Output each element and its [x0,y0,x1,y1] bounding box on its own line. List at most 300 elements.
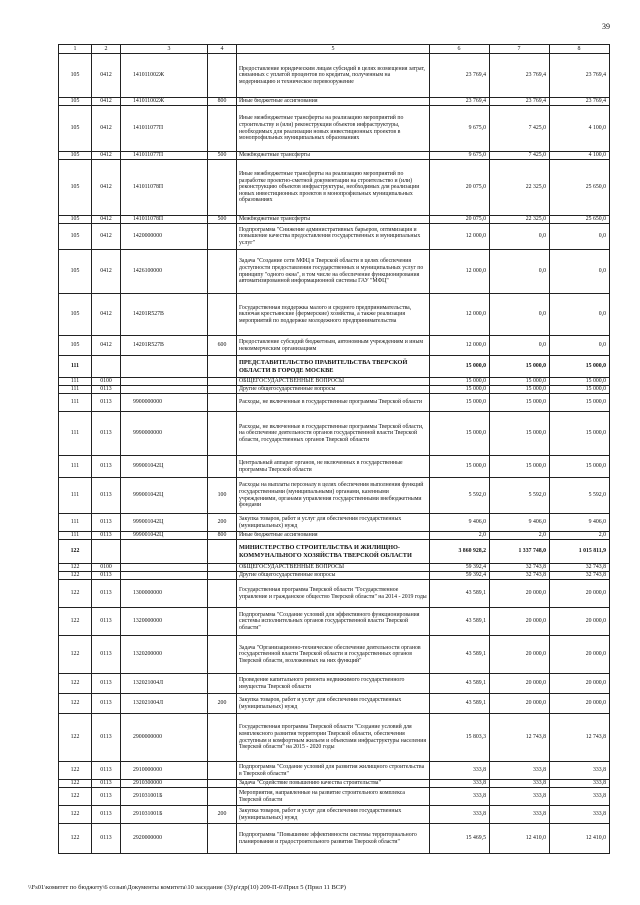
budget-table [58,44,610,854]
amount-year-3: 32 743,8 [550,572,610,580]
target-article: 132021004Л [121,674,208,694]
expense-type: 100 [208,478,237,514]
amount-year-1: 15 000,0 [430,412,490,456]
table-row [59,532,610,540]
item-name: Расходы, не включенные в государственные программы Тверской области [237,394,430,412]
amount-year-1: 23 769,4 [430,98,490,106]
admin-code: 105 [59,336,92,356]
item-name: Задача "Содействие повышению качества строительства" [237,780,430,788]
file-path-footer: \\Fs01\комитет по бюджету\6 созыв\Документы комитета\10 заседание (3)\p\гдр(10) 209-П-6\Прил 5 (Прил 11 ВСР) [28,884,346,891]
amount-year-1: 20 075,0 [430,216,490,224]
expense-type [208,106,237,152]
section-code: 0113 [92,608,121,636]
expense-type: 200 [208,694,237,714]
amount-year-1: 43 589,1 [430,608,490,636]
amount-year-2: 22 325,0 [490,216,550,224]
target-article [121,572,208,580]
expense-type [208,564,237,572]
admin-code: 105 [59,250,92,294]
amount-year-3: 15 000,0 [550,456,610,478]
amount-year-2: 0,0 [490,224,550,250]
table-row [59,336,610,356]
table-row [59,106,610,152]
table-row [59,394,610,412]
section-code: 0412 [92,54,121,98]
admin-code: 122 [59,564,92,572]
section-code: 0113 [92,674,121,694]
amount-year-2: 333,8 [490,780,550,788]
amount-year-1: 9 675,0 [430,152,490,160]
amount-year-1: 15 000,0 [430,356,490,378]
amount-year-1: 333,8 [430,780,490,788]
item-name: Предоставление юридическим лицам субсидий в целях возмещения затрат, связанных с уплатой процентов по кредитам, полученным на модернизацию и техническое перевооружение [237,54,430,98]
table-row [59,564,610,572]
item-name: Предоставление субсидий бюджетным, автономным учреждениям и иным некоммерческим организациям [237,336,430,356]
section-code: 0412 [92,224,121,250]
amount-year-3: 32 743,8 [550,564,610,572]
amount-year-2: 32 743,8 [490,564,550,572]
amount-year-1: 15 000,0 [430,386,490,394]
item-name: Иные межбюджетные трансферты на реализацию мероприятий по разработке проектно-сметной документации на строительство и (или) реконструкцию объектов инфраструктуры, необходимых для реализации новых инвестиционных проектов в монопрофильных муниципальных образованиях [237,160,430,216]
table-row [59,152,610,160]
amount-year-2: 7 425,0 [490,106,550,152]
admin-code: 105 [59,106,92,152]
target-article: 141011078П [121,160,208,216]
expense-type [208,636,237,674]
item-name: Иные бюджетные ассигнования [237,532,430,540]
section-code: 0113 [92,532,121,540]
column-header: 3 [121,45,208,54]
section-code: 0113 [92,456,121,478]
item-name: Закупка товаров, работ и услуг для обеспечения государственных (муниципальных) нужд [237,806,430,824]
admin-code: 111 [59,478,92,514]
admin-code: 122 [59,788,92,806]
section-code: 0113 [92,636,121,674]
expense-type: 600 [208,336,237,356]
expense-type: 500 [208,152,237,160]
amount-year-1: 2,0 [430,532,490,540]
table-row [59,294,610,336]
table-row [59,386,610,394]
amount-year-2: 333,8 [490,806,550,824]
expense-type [208,160,237,216]
table-row [59,412,610,456]
target-article: 2910000000 [121,762,208,780]
amount-year-1: 59 392,4 [430,564,490,572]
amount-year-3: 9 406,0 [550,514,610,532]
table-row [59,456,610,478]
target-article: 141011077П [121,106,208,152]
item-name: МИНИСТЕРСТВО СТРОИТЕЛЬСТВА И ЖИЛИЩНО-КОММУНАЛЬНОГО ХОЗЯЙСТВА ТВЕРСКОЙ ОБЛАСТИ [237,540,430,564]
target-article: 999001042Ц [121,514,208,532]
admin-code: 111 [59,514,92,532]
section-code: 0113 [92,780,121,788]
expense-type [208,294,237,336]
amount-year-2: 0,0 [490,250,550,294]
expense-type [208,788,237,806]
expense-type [208,394,237,412]
item-name: ОБЩЕГОСУДАРСТВЕННЫЕ ВОПРОСЫ [237,564,430,572]
amount-year-3: 4 100,0 [550,106,610,152]
admin-code: 105 [59,216,92,224]
section-code: 0412 [92,152,121,160]
amount-year-2: 20 000,0 [490,608,550,636]
expense-type: 200 [208,806,237,824]
expense-type: 200 [208,514,237,532]
section-code: 0412 [92,98,121,106]
amount-year-2: 0,0 [490,336,550,356]
item-name: Государственная программа Тверской области "Государственное управление и гражданское общество Тверской области" на 2014 - 2019 годы [237,580,430,608]
amount-year-3: 0,0 [550,250,610,294]
amount-year-1: 333,8 [430,788,490,806]
amount-year-3: 333,8 [550,762,610,780]
table-row [59,780,610,788]
amount-year-2: 15 000,0 [490,378,550,386]
admin-code: 111 [59,386,92,394]
target-article [121,378,208,386]
section-code: 0113 [92,394,121,412]
table-row [59,806,610,824]
admin-code: 122 [59,674,92,694]
column-header: 5 [237,45,430,54]
amount-year-2: 333,8 [490,762,550,780]
admin-code: 105 [59,160,92,216]
admin-code: 111 [59,412,92,456]
amount-year-2: 15 000,0 [490,386,550,394]
amount-year-2: 15 000,0 [490,456,550,478]
item-name: Расходы, не включенные в государственные программы Тверской области, на обеспечение деятельности органов государственной власти Тверской области, государственных органов Тверской области [237,412,430,456]
target-article: 141011078П [121,216,208,224]
target-article: 141011002Ж [121,98,208,106]
amount-year-3: 1 015 811,9 [550,540,610,564]
amount-year-3: 15 000,0 [550,356,610,378]
section-code: 0113 [92,714,121,762]
table-row [59,674,610,694]
item-name: Государственная поддержка малого и среднего предпринимательства, включая крестьянские (фермерские) хозяйства, а также реализация мероприятий по поддержке молодежного предпринимательства [237,294,430,336]
amount-year-1: 12 000,0 [430,224,490,250]
section-code: 0113 [92,762,121,780]
column-header: 7 [490,45,550,54]
amount-year-2: 15 000,0 [490,394,550,412]
section-code: 0412 [92,250,121,294]
expense-type [208,54,237,98]
admin-code: 111 [59,378,92,386]
amount-year-2: 32 743,8 [490,572,550,580]
item-name: ОБЩЕГОСУДАРСТВЕННЫЕ ВОПРОСЫ [237,378,430,386]
admin-code: 122 [59,694,92,714]
amount-year-1: 333,8 [430,806,490,824]
expense-type [208,250,237,294]
table-row [59,788,610,806]
item-name: Подпрограмма "Снижение административных барьеров, оптимизация и повышение качества предоставления государственных и муниципальных услуг" [237,224,430,250]
expense-type [208,572,237,580]
expense-type [208,412,237,456]
expense-type [208,780,237,788]
amount-year-1: 23 769,4 [430,54,490,98]
expense-type [208,608,237,636]
target-article: 9990000000 [121,412,208,456]
item-name: Задача "Организационно-техническое обеспечение деятельности органов государственной власти Тверской области и государственных органов Тверской области, возложенных на них функций" [237,636,430,674]
admin-code: 105 [59,294,92,336]
amount-year-2: 20 000,0 [490,636,550,674]
target-article: 291031001Б [121,806,208,824]
admin-code: 105 [59,224,92,250]
admin-code: 122 [59,608,92,636]
item-name: Другие общегосударственные вопросы [237,572,430,580]
section-code: 0412 [92,336,121,356]
admin-code: 122 [59,572,92,580]
target-article: 2920000000 [121,824,208,854]
admin-code: 105 [59,54,92,98]
table-row [59,694,610,714]
table-row [59,824,610,854]
amount-year-2: 2,0 [490,532,550,540]
amount-year-2: 20 000,0 [490,694,550,714]
table-row [59,224,610,250]
admin-code: 105 [59,152,92,160]
item-name: Подпрограмма "Создание условий для эффективного функционирования системы исполнительных органов государственной власти Тверской области" [237,608,430,636]
target-article [121,356,208,378]
section-code: 0412 [92,106,121,152]
target-article: 999001042Ц [121,478,208,514]
section-code: 0113 [92,514,121,532]
amount-year-3: 12 743,8 [550,714,610,762]
amount-year-1: 43 589,1 [430,580,490,608]
amount-year-3: 2,0 [550,532,610,540]
item-name: Центральный аппарат органов, не включенных в государственные программы Тверской области [237,456,430,478]
item-name: Государственная программа Тверской области "Создание условий для комплексного развития территории Тверской области, обеспечения доступным и комфортным жильем и объектами инфраструктуры населения Тверской области" на 2015 - 2020 годы [237,714,430,762]
column-header: 4 [208,45,237,54]
amount-year-3: 20 000,0 [550,580,610,608]
amount-year-1: 43 589,1 [430,636,490,674]
item-name: Подпрограмма "Создание условий для развития жилищного строительства в Тверской области" [237,762,430,780]
amount-year-3: 12 410,0 [550,824,610,854]
item-name: Задача "Создание сети МФЦ в Тверской области в целях обеспечения доступности предоставления государственных и муниципальных услуг по принципу "одного окна", в том числе на обеспечение функционирования автоматизированной информационной системы ГАУ "МФЦ" [237,250,430,294]
item-name: Подпрограмма "Повышение эффективности системы территориального планирования и градостроительного развития Тверской области" [237,824,430,854]
amount-year-2: 1 337 748,0 [490,540,550,564]
target-article: 132021004Л [121,694,208,714]
amount-year-3: 333,8 [550,780,610,788]
table-row [59,98,610,106]
expense-type: 800 [208,532,237,540]
amount-year-3: 0,0 [550,224,610,250]
target-article: 141011002Ж [121,54,208,98]
admin-code: 111 [59,394,92,412]
section-code: 0113 [92,694,121,714]
column-header: 6 [430,45,490,54]
expense-type [208,762,237,780]
admin-code: 122 [59,540,92,564]
target-article: 141011077П [121,152,208,160]
expense-type [208,386,237,394]
amount-year-2: 0,0 [490,294,550,336]
header-row [59,45,610,54]
table-row [59,378,610,386]
item-name: Закупка товаров, работ и услуг для обеспечения государственных (муниципальных) нужд [237,514,430,532]
expense-type [208,378,237,386]
item-name: Проведение капитального ремонта недвижимого государственного имущества Тверской области [237,674,430,694]
target-article: 291031001Б [121,788,208,806]
item-name: Расходы на выплаты персоналу в целях обеспечения выполнения функций государственными (муниципальными) органами, казенными учреждениями, органами управления государственными внебюджетными фондами [237,478,430,514]
table-row [59,478,610,514]
expense-type [208,824,237,854]
amount-year-1: 15 000,0 [430,394,490,412]
target-article: 14201R527B [121,294,208,336]
expense-type [208,580,237,608]
amount-year-1: 9 406,0 [430,514,490,532]
amount-year-3: 20 000,0 [550,674,610,694]
section-code: 0412 [92,294,121,336]
table-row [59,540,610,564]
item-name: Закупка товаров, работ и услуг для обеспечения государственных (муниципальных) нужд [237,694,430,714]
section-code: 0113 [92,806,121,824]
expense-type [208,456,237,478]
amount-year-1: 12 000,0 [430,336,490,356]
section-code: 0113 [92,580,121,608]
section-code: 0113 [92,412,121,456]
amount-year-3: 25 650,0 [550,160,610,216]
table-row [59,216,610,224]
amount-year-3: 25 650,0 [550,216,610,224]
expense-type [208,356,237,378]
admin-code: 111 [59,356,92,378]
expense-type [208,540,237,564]
section-code: 0113 [92,824,121,854]
amount-year-2: 23 769,4 [490,98,550,106]
table-row [59,54,610,98]
amount-year-3: 20 000,0 [550,694,610,714]
amount-year-2: 22 325,0 [490,160,550,216]
amount-year-3: 20 000,0 [550,636,610,674]
target-article: 999001042Ц [121,532,208,540]
target-article: 2910300000 [121,780,208,788]
admin-code: 122 [59,780,92,788]
table-row [59,714,610,762]
section-code: 0113 [92,788,121,806]
section-code: 0113 [92,572,121,580]
amount-year-1: 20 075,0 [430,160,490,216]
section-code: 0113 [92,386,121,394]
target-article: 1300000000 [121,580,208,608]
item-name: Межбюджетные трансферты [237,152,430,160]
table-row [59,580,610,608]
expense-type [208,714,237,762]
table-row [59,636,610,674]
amount-year-1: 12 000,0 [430,294,490,336]
amount-year-1: 9 675,0 [430,106,490,152]
amount-year-2: 12 410,0 [490,824,550,854]
section-code: 0100 [92,564,121,572]
section-code: 0412 [92,216,121,224]
table-row [59,608,610,636]
table-row [59,356,610,378]
target-article [121,540,208,564]
target-article [121,564,208,572]
column-header: 8 [550,45,610,54]
amount-year-1: 15 469,5 [430,824,490,854]
admin-code: 122 [59,580,92,608]
admin-code: 122 [59,824,92,854]
amount-year-2: 15 000,0 [490,356,550,378]
admin-code: 122 [59,762,92,780]
table-row [59,572,610,580]
amount-year-3: 15 000,0 [550,412,610,456]
section-code [92,540,121,564]
amount-year-3: 23 769,4 [550,98,610,106]
amount-year-3: 333,8 [550,788,610,806]
target-article: 1426100000 [121,250,208,294]
amount-year-3: 15 000,0 [550,378,610,386]
admin-code: 122 [59,636,92,674]
amount-year-1: 333,8 [430,762,490,780]
amount-year-3: 5 592,0 [550,478,610,514]
table-row [59,762,610,780]
amount-year-1: 12 000,0 [430,250,490,294]
expense-type [208,674,237,694]
target-article: 9900000000 [121,394,208,412]
table-row [59,160,610,216]
amount-year-2: 7 425,0 [490,152,550,160]
amount-year-2: 20 000,0 [490,580,550,608]
page-number: 39 [602,22,610,31]
admin-code: 122 [59,806,92,824]
column-header: 1 [59,45,92,54]
target-article: 999001042Ц [121,456,208,478]
item-name: Другие общегосударственные вопросы [237,386,430,394]
admin-code: 122 [59,714,92,762]
target-article: 14201R527B [121,336,208,356]
amount-year-2: 15 000,0 [490,412,550,456]
amount-year-3: 0,0 [550,294,610,336]
table-row [59,514,610,532]
table-row [59,250,610,294]
amount-year-3: 15 000,0 [550,386,610,394]
item-name: Межбюджетные трансферты [237,216,430,224]
amount-year-3: 0,0 [550,336,610,356]
expense-type [208,224,237,250]
admin-code: 111 [59,532,92,540]
amount-year-2: 20 000,0 [490,674,550,694]
amount-year-3: 4 100,0 [550,152,610,160]
item-name: ПРЕДСТАВИТЕЛЬСТВО ПРАВИТЕЛЬСТВА ТВЕРСКОЙ ОБЛАСТИ В ГОРОДЕ МОСКВЕ [237,356,430,378]
amount-year-2: 9 406,0 [490,514,550,532]
amount-year-2: 333,8 [490,788,550,806]
amount-year-2: 5 592,0 [490,478,550,514]
section-code: 0100 [92,378,121,386]
amount-year-1: 15 000,0 [430,378,490,386]
amount-year-3: 333,8 [550,806,610,824]
amount-year-2: 23 769,4 [490,54,550,98]
section-code: 0113 [92,478,121,514]
amount-year-3: 20 000,0 [550,608,610,636]
target-article: 1420000000 [121,224,208,250]
amount-year-1: 3 860 928,2 [430,540,490,564]
amount-year-1: 43 589,1 [430,694,490,714]
expense-type: 500 [208,216,237,224]
expense-type: 800 [208,98,237,106]
amount-year-1: 59 392,4 [430,572,490,580]
amount-year-1: 43 589,1 [430,674,490,694]
section-code: 0412 [92,160,121,216]
item-name: Иные межбюджетные трансферты на реализацию мероприятий по строительству и (или) реконструкции объектов инфраструктуры, необходимых для реализации новых инвестиционных проектов в монопрофильных муниципальных образованиях [237,106,430,152]
amount-year-3: 15 000,0 [550,394,610,412]
column-header: 2 [92,45,121,54]
amount-year-1: 15 803,3 [430,714,490,762]
section-code [92,356,121,378]
target-article: 1320000000 [121,608,208,636]
target-article [121,386,208,394]
admin-code: 105 [59,98,92,106]
